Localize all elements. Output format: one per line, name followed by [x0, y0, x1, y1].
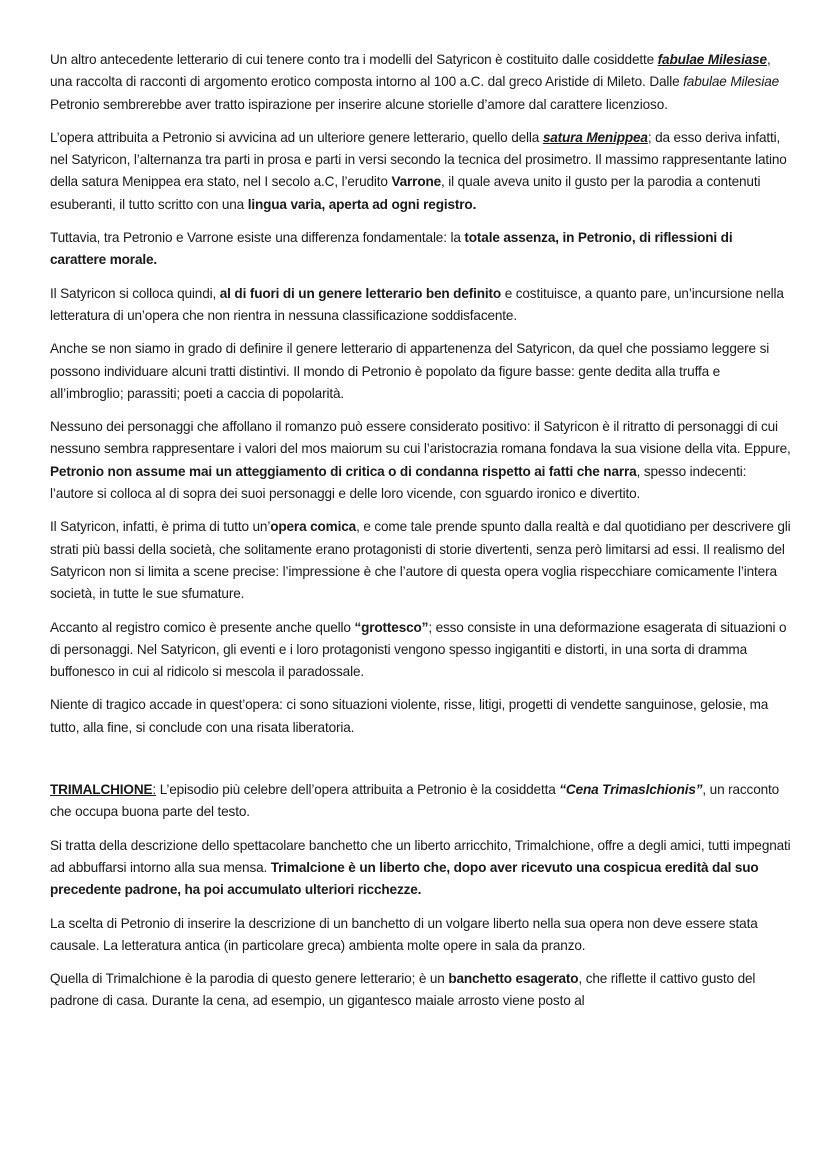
text-run: fabulae Milesiae	[683, 74, 780, 90]
text-run: “grottesco”	[354, 619, 429, 635]
text-run: Varrone	[391, 174, 442, 190]
text-run: Quella di Trimalchione è la parodia di questo genere letterario; è un	[50, 971, 449, 987]
text-run: , un racconto che occupa buona parte del testo.	[50, 782, 780, 820]
paragraph	[50, 694, 792, 739]
text-run: Tuttavia, tra Petronio e Varrone esiste una differenza fondamentale: la	[50, 230, 465, 246]
text-run: TRIMALCHIONE	[50, 782, 153, 798]
text-run: Petronio sembrerebbe aver tratto ispirazione per inserire alcune storielle d’amore dal carattere licenzioso.	[50, 96, 668, 112]
section-heading-paragraph	[50, 779, 792, 824]
text-run: Anche se non siamo in grado di definire il genere letterario di appartenenza del Satyricon, da quel che possiamo leggere si possono individuare alcuni tratti distintivi. Il mondo di Petronio è popolato da figure basse: gente dedita alla truffa e all’imbroglio; parassiti; poeti a caccia di popolarità.	[50, 341, 770, 401]
text-run: fabulae Milesiase	[657, 52, 767, 67]
text-run: , una raccolta di racconti di argomento erotico composta intorno al 100 a.C. dal greco Aristide di Mileto. Dalle	[50, 52, 771, 90]
paragraph	[50, 968, 792, 1013]
text-run: al di fuori di un genere letterario ben definito	[219, 285, 502, 301]
text-run: , spesso indecenti: l’autore si colloca al di sopra dei suoi personaggi e delle loro vicende, con sguardo ironico e divertito.	[50, 463, 747, 502]
text-run: ; esso consiste in una deformazione esagerata di situazioni o di personaggi. Nel Satyricon, gli eventi e i loro protagonisti vengono spesso ingigantiti e distorti, in una sorta di dramma buffonesco in cui al ridicolo si mescola il paradossale.	[50, 619, 787, 680]
text-run: , il quale aveva unito il gusto per la parodia a contenuti esuberanti, il tutto scritto con una	[50, 174, 761, 212]
text-run: Il Satyricon si colloca quindi,	[50, 285, 220, 301]
text-run: La scelta di Petronio di inserire la descrizione di un banchetto di un volgare liberto nella sua opera non deve essere stata causale. La letteratura antica (in particolare greca) ambienta molte opere in sala da pranzo.	[50, 915, 758, 953]
text-run: , e come tale prende spunto dalla realtà e dal quotidiano per descrivere gli strati più bassi della società, che solitamente erano protagonisti di storie divertenti, senza però limitarsi ad essi. Il realismo del Satyricon non si limita a scene precise: l’impressione è che l’autore di questa opera voglia rispecchiare comicamente l’intera società, in tutte le sue sfumature.	[50, 519, 791, 602]
text-run: e costituisce, a quanto pare, un’incursione nella letteratura di un’opera che non rientra in nessuna classificazione soddisfacente.	[50, 285, 784, 323]
paragraph	[50, 913, 792, 958]
text-run: Un altro antecedente letterario di cui tenere conto tra i modelli del Satyricon è costituito dalle cosiddette	[50, 52, 658, 67]
text-run: totale assenza, in Petronio, di riflessioni di carattere morale.	[50, 230, 733, 268]
text-run: “Cena Trimaslchionis”	[559, 782, 703, 798]
text-run: Si tratta della descrizione dello spettacolare banchetto che un liberto arricchito, Trimalchione, offre a degli amici, tutti impegnati ad abbuffarsi intorno alla sua mensa.	[50, 837, 791, 875]
paragraph	[50, 49, 792, 116]
text-run: Petronio non assume mai un atteggiamento di critica o di condanna rispetto ai fatti che narra	[50, 463, 637, 479]
text-run: ; da esso deriva infatti, nel Satyricon, l’alternanza tra parti in prosa e parti in versi secondo la tecnica del prosimetro. Il massimo rappresentante latino della satura Menippea era stato, nel I secolo a.C, l’erudito	[50, 129, 787, 190]
text-run: L’episodio più celebre dell’opera attribuita a Petronio è la cosiddetta	[156, 782, 560, 798]
text-run: Trimalcione è un liberto che, dopo aver ricevuto una cospicua eredità dal suo precedente padrone, ha poi accumulato ulteriori ricchezze.	[50, 859, 759, 898]
paragraph	[50, 127, 792, 216]
paragraph	[50, 835, 792, 902]
text-run: , che riflette il cattivo gusto del padrone di casa. Durante la cena, ad esempio, un gigantesco maiale arrosto viene posto al	[50, 971, 756, 1009]
paragraph	[50, 516, 792, 605]
text-run: opera comica	[270, 519, 357, 535]
paragraph	[50, 227, 792, 272]
text-run: Niente di tragico accade in quest’opera: ci sono situazioni violente, risse, litigi, progetti di vendette sanguinose, gelosie, ma tutto, alla fine, si conclude con una risata liberatoria.	[50, 697, 769, 735]
text-run: Accanto al registro comico è presente anche quello	[50, 619, 355, 635]
text-run: banchetto esagerato	[448, 971, 579, 987]
paragraph	[50, 338, 792, 405]
text-run: satura Menippea	[542, 129, 648, 145]
paragraph	[50, 416, 792, 505]
text-run: Il Satyricon, infatti, è prima di tutto un’	[50, 519, 271, 535]
text-run: lingua varia, aperta ad ogni registro.	[247, 196, 477, 212]
paragraph	[50, 283, 792, 328]
text-run: Nessuno dei personaggi che affollano il romanzo può essere considerato positivo: il Satyricon è il ritratto di personaggi di cui nessuno sembra rappresentare i valori del mos maiorum su cui l’aristocrazia romana fondava la sua visione della vita. Eppure,	[50, 419, 791, 457]
text-run: :	[152, 782, 157, 798]
paragraph	[50, 617, 792, 684]
document-page	[50, 49, 792, 1024]
text-run: L’opera attribuita a Petronio si avvicina ad un ulteriore genere letterario, quello della	[50, 129, 543, 145]
